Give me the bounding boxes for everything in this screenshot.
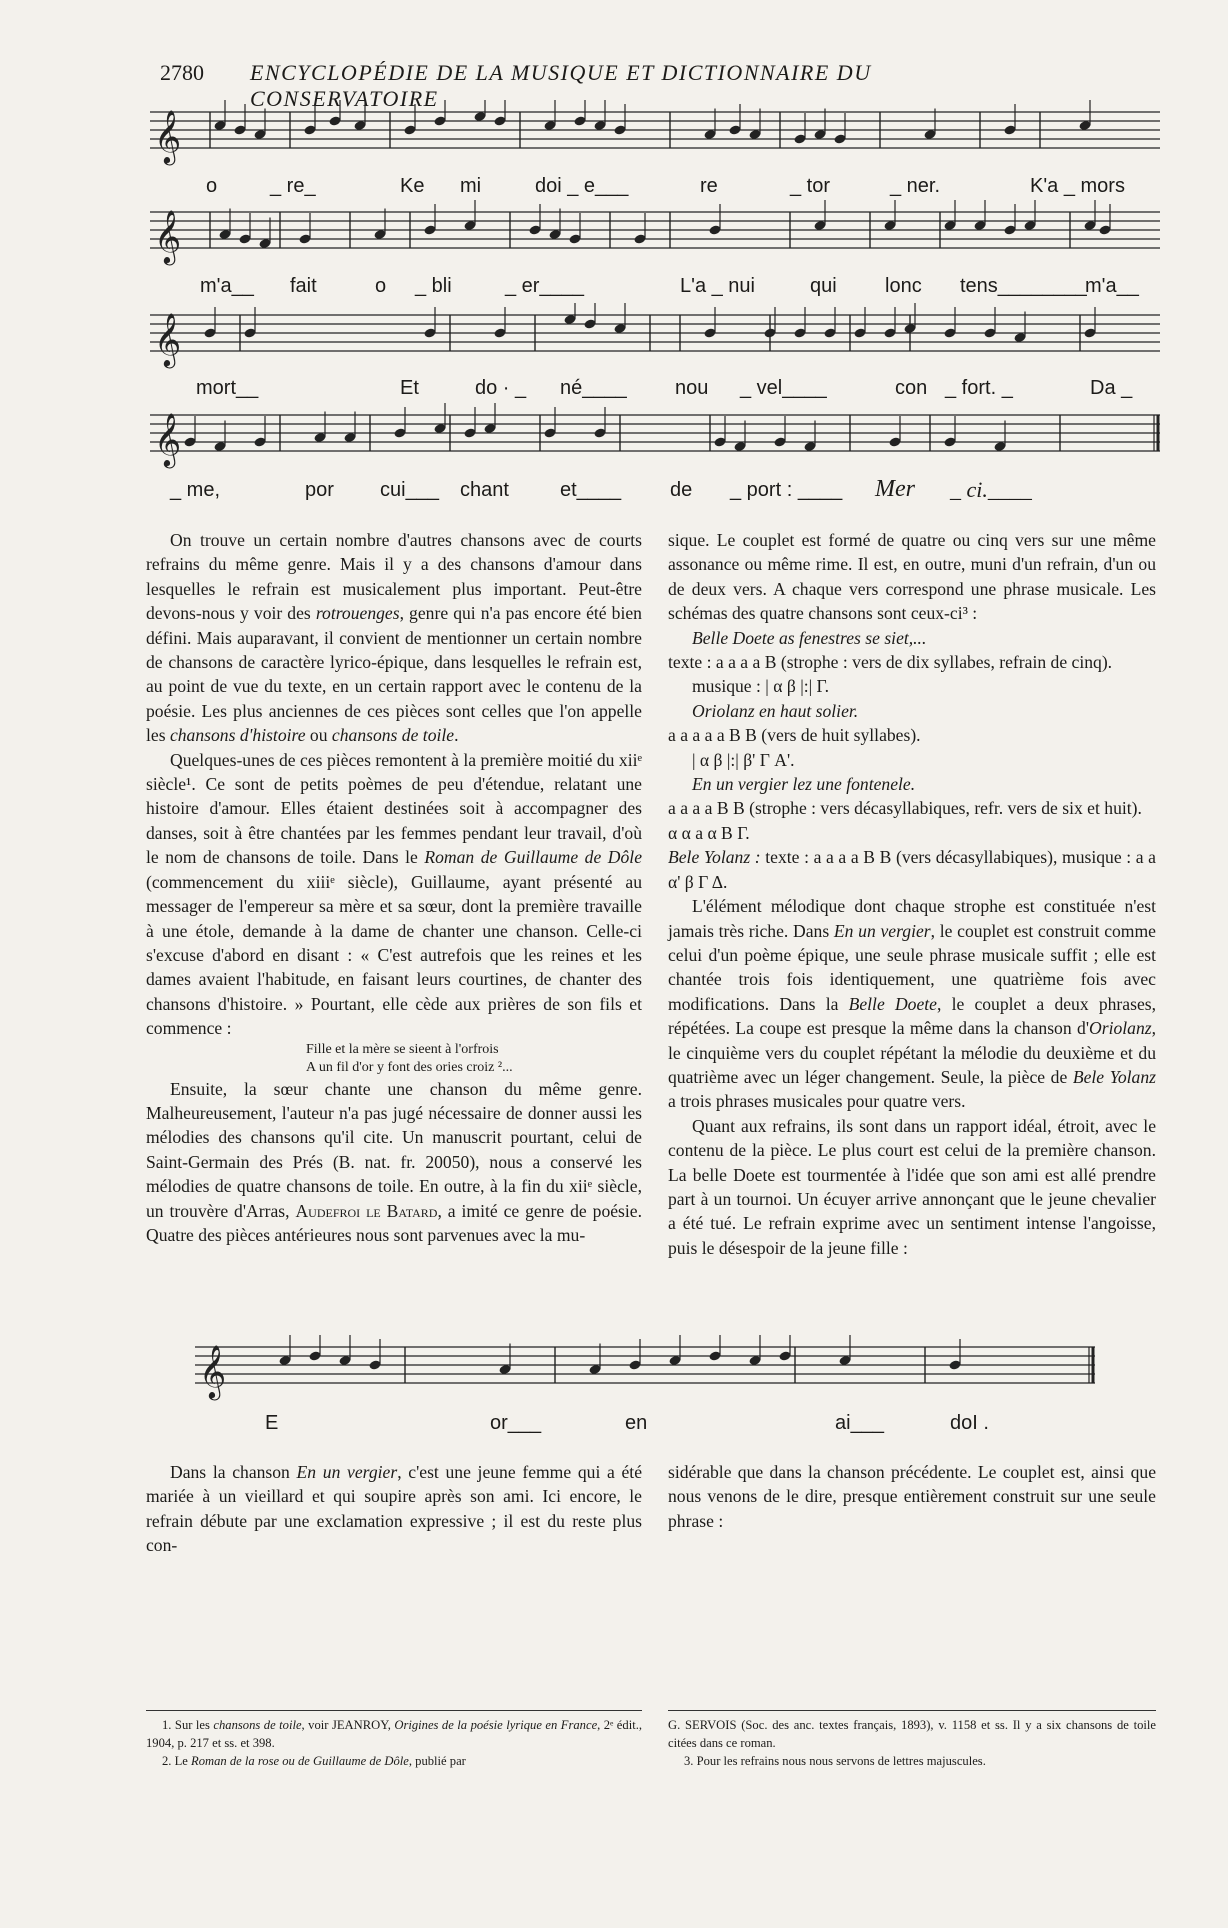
paragraph: Dans la chanson En un vergier, c'est une jeune femme qui a été mariée à un vieillard et qui soupire après son ami. Ici encore, le refrain débute par une exclamation expressive ; il est du reste plus con- — [146, 1462, 643, 1556]
lyric-syllable: _ tor — [790, 175, 831, 197]
lyric-syllable: o — [206, 175, 218, 197]
schema-text: texte : a a a a B (strophe : vers de dix syllabes, refrain de cinq). — [668, 652, 1113, 673]
lyrics-line-refrain — [195, 1412, 1095, 1438]
lyric-syllable: ai___ — [835, 1412, 884, 1434]
lyric-syllable: _ re_ — [270, 175, 316, 197]
lyric-syllable: en — [625, 1412, 648, 1434]
footnote-3: 3. Pour les refrains nous nous servons de lettres majuscules. — [684, 1754, 986, 1768]
lyrics-line-4 — [150, 476, 1160, 505]
lyric-syllable: _ me, — [170, 479, 221, 501]
paragraph: Quelques-unes de ces pièces remontent à la première moitié du xiiᵉ siècle¹. Ce sont de petits poèmes de peu d'étendue, relatant une histoire d'amour. Elles étaient destinées soit à accompagner des danses, soit à être chantées par les femmes pendant leur travail, d'où le nom de chansons de toile. Dans le Roman de Guillaume de Dôle (commencement du xiiiᵉ siècle), Guillaume, ayant présenté au messager de l'empereur sa mère et sa sœur, dont la première travaille à une étole, demande à la dame de chanter une chanson. Celle-ci s'excuse d'abord en disant : « C'est autrefois que les reines et les dames avaient l'habitude, en faisant leurs courtines, de chanter des chansons d'histoire. » Pourtant, elle cède aux prières de son fils et commence : — [146, 749, 643, 1039]
schema-music: α α a α B Γ. — [668, 822, 750, 843]
footnote-2: 2. Le Roman de la rose ou de Guillaume de Dôle, publié par — [162, 1754, 466, 1768]
music-staff-3 — [150, 303, 1160, 383]
lyric-syllable: cui___ — [380, 479, 439, 501]
lyric-syllable: _ ner. — [890, 175, 941, 197]
staff-svg — [150, 100, 1160, 180]
verse-quote: Fille et la mère se sieent à l'orfrois A un fil d'or y font des ories croiz ²... — [306, 1041, 513, 1075]
lyric-syllable: _ ci.____ — [950, 477, 1032, 502]
footnote-2-continued: G. SERVOIS (Soc. des anc. textes français, 1893), v. 1158 et ss. Il y a six chansons de toile citées dans ce roman. — [668, 1718, 1156, 1750]
music-staff-1 — [150, 100, 1160, 180]
treble-clef-icon: 𝄞 — [154, 109, 182, 163]
lyric-syllable: Ke — [400, 175, 425, 197]
lyric-syllable: mort__ — [196, 377, 259, 399]
footnote-1: 1. Sur les chansons de toile, voir JEANROY, Origines de la poésie lyrique en France, 2ᵉ édit., 1904, p. 217 et ss. et 398. — [146, 1718, 642, 1750]
lyric-syllable: Mer — [875, 476, 915, 502]
schema-text: a a a a B B (strophe : vers décasyllabiques, refr. vers de six et huit). — [668, 798, 1142, 819]
lyric-syllable: _ bli — [415, 275, 452, 297]
schema-text: a a a a a B B (vers de huit syllabes). — [668, 725, 921, 746]
lyrics-line-3 — [150, 377, 1160, 403]
lyric-syllable: qui — [810, 275, 837, 297]
staff-svg — [150, 303, 1160, 383]
paragraph: Ensuite, la sœur chante une chanson du même genre. Malheureusement, l'auteur n'a pas jugé nécessaire de donner aussi les mélodies des chansons qu'il cite. Un manuscrit pourtant, celui de Saint-Germain des Prés (B. nat. fr. 20050), nous a conservé les mélodies de quatre chansons de toile. En outre, à la fin du xiiᵉ siècle, un trouvère d'Arras, Audefroi le Batard, a imité ce genre de poésie. Quatre des pièces antérieures nous sont parvenues avec la mu- — [146, 1078, 643, 1245]
footnote-rule — [146, 1710, 642, 1711]
schema-music: | α β |:| β' Γ A'. — [692, 749, 795, 770]
paragraph: L'élément mélodique dont chaque strophe est constituée n'est jamais très riche. Dans En un vergier, le couplet est construit comme celui d'un poème épique, une seule phrase musicale suffit ; elle est chantée trois fois identiquement, une quatrième fois avec modifications. Dans la Belle Doete, le couplet a deux phrases, répétées. La coupe est presque la même dans la chanson d'Oriolanz, le cinquième vers du couplet répétant la mélodie du deuxième et du quatrième avec un léger changement. Seule, la pièce de Bele Yolanz a trois phrases musicales pour quatre vers. — [668, 896, 1156, 1112]
staff-svg — [195, 1335, 1095, 1415]
lyric-syllable: lonc — [885, 275, 922, 297]
schema-title: Belle Doete as fenestres se siet,... — [692, 627, 927, 648]
lyric-syllable: Da _ — [1090, 377, 1133, 399]
lyric-syllable: fait — [290, 275, 317, 297]
lyric-syllable: _ er____ — [505, 275, 584, 297]
lyric-syllable: _ vel____ — [740, 377, 827, 399]
lyric-syllable: doi _ e___ — [535, 175, 629, 197]
lyric-syllable: do · _ — [475, 377, 527, 399]
left-column — [146, 528, 642, 1247]
bottom-right-paragraph — [668, 1460, 1156, 1533]
lyric-syllable: Et — [400, 377, 419, 399]
lyric-syllable: E — [265, 1412, 279, 1434]
footnotes-left — [146, 1716, 642, 1770]
right-column — [668, 528, 1156, 1260]
lyric-syllable: m'a__ — [1085, 275, 1139, 297]
footnote-rule — [668, 1710, 1156, 1711]
schema-title: En un vergier lez une fontenele. — [692, 774, 916, 795]
schema-text: Bele Yolanz : texte : a a a a B B (vers décasyllabiques), musique : a a α' β Γ Δ. — [668, 847, 1156, 892]
lyric-syllable: tens________ — [960, 275, 1087, 297]
running-header — [160, 60, 1060, 111]
treble-clef-icon: 𝄞 — [154, 312, 182, 366]
lyrics-line-1 — [150, 175, 1160, 201]
lyric-syllable: doI . — [950, 1412, 989, 1434]
staff-svg — [150, 200, 1160, 280]
treble-clef-icon: 𝄞 — [199, 1344, 227, 1398]
running-title: ENCYCLOPÉDIE DE LA MUSIQUE ET DICTIONNAIRE DU CONSERVATOIRE — [250, 60, 872, 111]
lyric-syllable: por — [305, 479, 334, 501]
staff-svg — [150, 403, 1160, 483]
music-staff-2 — [150, 200, 1160, 280]
lyric-syllable: or___ — [490, 1412, 542, 1434]
lyric-syllable: L'a _ nui — [680, 275, 755, 297]
lyric-syllable: né____ — [560, 377, 627, 399]
lyric-syllable: o — [375, 275, 387, 297]
lyric-syllable: K'a _ mors — [1030, 175, 1125, 197]
music-staff-4 — [150, 403, 1160, 483]
paragraph: On trouve un certain nombre d'autres chansons avec de courts refrains du même genre. Mais il y a des chansons d'amour dans lesquelles le refrain est musicalement plus important. Peut-être devons-nous y voir des rotrouenges, genre qui n'a pas encore été bien défini. Mais auparavant, il convient de mentionner un certain nombre de chansons de caractère lyrico-épique, dans lesquelles le refrain est, au point de vue du texte, en un certain rapport avec le contenu de la poésie. Les plus anciennes de ces pièces sont celles que l'on appelle les chansons d'histoire ou chansons de toile. — [146, 530, 642, 746]
bottom-left-paragraph — [146, 1460, 642, 1558]
lyric-syllable: _ fort. _ — [945, 377, 1013, 399]
schema-title: Oriolanz en haut solier. — [692, 700, 859, 721]
paragraph: sidérable que dans la chanson précédente. Le couplet est, ainsi que nous venons de le dire, presque entièrement construit sur une seule phrase : — [668, 1462, 1156, 1531]
lyric-syllable: nou — [675, 377, 709, 399]
lyric-syllable: re — [700, 175, 718, 197]
lyric-syllable: _ port : ____ — [730, 479, 843, 501]
treble-clef-icon: 𝄞 — [154, 209, 182, 263]
paragraph: Quant aux refrains, ils sont dans un rapport idéal, étroit, avec le contenu de la pièce. Le plus court est celui de la première chanson. La belle Doete est tourmentée à l'idée que son ami est allé prendre part à un tournoi. Un écuyer arrive annonçant que le jeune chevalier a été tué. Le refrain exprime avec un sentiment intense l'angoisse, puis le désespoir de la jeune fille : — [668, 1115, 1156, 1258]
lyric-syllable: m'a__ — [200, 275, 254, 297]
lyrics-line-2 — [150, 275, 1160, 301]
music-staff-refrain — [195, 1335, 1095, 1415]
page-number: 2780 — [160, 60, 204, 85]
lyric-syllable: mi — [460, 175, 482, 197]
treble-clef-icon: 𝄞 — [154, 412, 182, 466]
lyric-syllable: chant — [460, 479, 509, 501]
footnotes-right — [668, 1716, 1156, 1770]
lyric-syllable: et____ — [560, 479, 622, 501]
lyric-syllable: con — [895, 377, 928, 399]
lyric-syllable: de — [670, 479, 693, 501]
schema-music: musique : | α β |:| Γ. — [692, 676, 829, 697]
paragraph: sique. Le couplet est formé de quatre ou cinq vers sur une même assonance ou même rime. Il est, en outre, muni d'un refrain, d'un ou de deux vers. A chaque vers correspond une phrase musicale. Les schémas des quatre chansons sont ceux-ci³ : — [668, 530, 1156, 624]
